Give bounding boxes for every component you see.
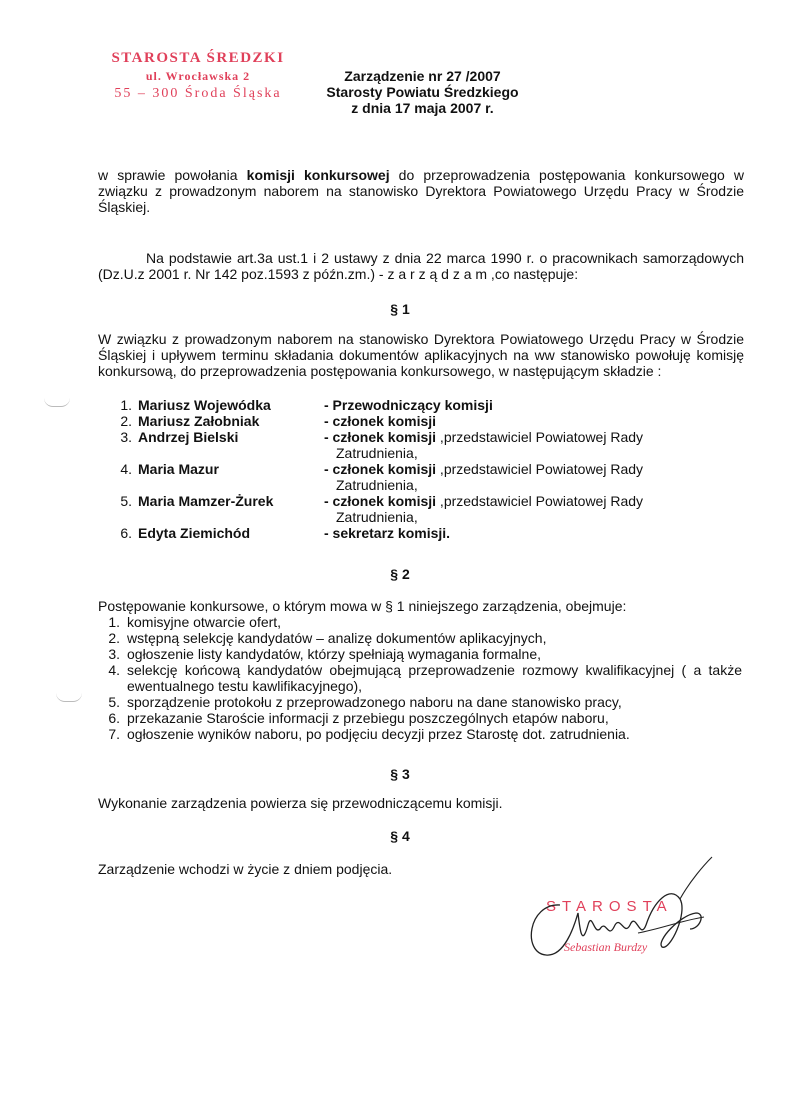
member-row: [108, 525, 643, 541]
step-number: 4.: [108, 662, 120, 678]
member-role: [324, 461, 643, 493]
list-item: [100, 662, 742, 694]
member-name: Mariusz Załobniak: [138, 413, 260, 429]
subject-suffix: do przeprowadzenia postępowania konkursowego w związku z prowadzonym naborem na stanowisko Dyrektora Powiatowego Urzędu Pracy w Środzie Śląskiej.: [98, 167, 744, 215]
member-role: [324, 429, 643, 461]
member-role: [324, 493, 643, 525]
step-number: 3.: [108, 646, 120, 662]
signature-block: [520, 855, 720, 965]
procedure-steps: [100, 614, 742, 742]
member-row: [108, 429, 643, 461]
section-4-text: Zarządzenie wchodzi w życie z dniem podjęcia.: [98, 861, 393, 877]
step-text: przekazanie Staroście informacji z przebiegu poszczególnych etapów naboru,: [127, 710, 609, 726]
legal-basis-paragraph: Na podstawie art.3a ust.1 i 2 ustawy z dnia 22 marca 1990 r. o pracownikach samorządowych (Dz.U.z 2001 r. Nr 142 poz.1593 z późn.zm.) - z a r z ą d z a m ,co następuje:: [98, 250, 744, 282]
list-item: [100, 614, 742, 630]
member-role: [324, 525, 643, 541]
step-text: wstępną selekcję kandydatów – analizę dokumentów aplikacyjnych,: [127, 630, 547, 646]
member-name: Mariusz Wojewódka: [138, 397, 271, 413]
step-text: ogłoszenie listy kandydatów, którzy spełniają wymagania formalne,: [127, 646, 541, 662]
stamp-street: ul. Wrocławska 2: [145, 69, 251, 83]
step-number: 6.: [108, 710, 120, 726]
section-1-heading: § 1: [390, 301, 410, 317]
list-item: [100, 630, 742, 646]
member-role-detail: ,przedstawiciel Powiatowej Rady: [436, 461, 644, 477]
steps-list: [100, 614, 742, 742]
member-number: 4.: [120, 461, 132, 477]
step-text: sporządzenie protokołu z przeprowadzonego naboru na dane stanowisko pracy,: [127, 694, 622, 710]
member-row: [108, 397, 643, 413]
member-row: [108, 413, 643, 429]
members-table: [108, 397, 643, 541]
member-role-detail-cont: Zatrudnienia,: [336, 509, 418, 525]
member-role-detail: ,przedstawiciel Powiatowej Rady: [436, 493, 644, 509]
subject-prefix: w sprawie powołania: [98, 167, 247, 183]
issuer-stamp: [98, 50, 298, 102]
issuing-authority: Starosty Powiatu Średzkiego: [326, 84, 519, 100]
member-role-title: - sekretarz komisji.: [324, 525, 451, 541]
member-role-title: - Przewodniczący komisji: [324, 397, 493, 413]
subject-paragraph: [98, 167, 744, 215]
signature-stamp-title: STAROSTA: [546, 898, 673, 915]
member-role-title: - członek komisji: [324, 461, 437, 477]
member-role: [324, 413, 643, 429]
signature-stamp-name: Sebastian Burdzy: [564, 940, 648, 954]
list-item: [100, 710, 742, 726]
member-number: 5.: [120, 493, 132, 509]
document-header: [300, 68, 545, 116]
section-2-intro: Postępowanie konkursowe, o którym mowa w § 1 niniejszego zarządzenia, obejmuje:: [98, 598, 627, 614]
step-number: 7.: [108, 726, 120, 742]
member-role-detail-cont: Zatrudnienia,: [336, 477, 418, 493]
member-role-detail: ,przedstawiciel Powiatowej Rady: [436, 429, 644, 445]
subject-bold: komisji konkursowej: [246, 167, 390, 183]
section-2-heading: § 2: [390, 566, 410, 582]
step-text: selekcję końcową kandydatów obejmującą przeprowadzenie rozmowy kwalifikacyjnej ( a także ewentualnego testu kawlifikacyjnego),: [127, 662, 742, 694]
section-3-text: Wykonanie zarządzenia powierza się przewodniczącemu komisji.: [98, 795, 503, 811]
step-number: 5.: [108, 694, 120, 710]
member-role: [324, 397, 643, 413]
order-date: z dnia 17 maja 2007 r.: [351, 100, 494, 116]
member-row: [108, 461, 643, 493]
step-text: komisyjne otwarcie ofert,: [127, 614, 282, 630]
member-name: Maria Mazur: [138, 461, 219, 477]
member-number: 3.: [120, 429, 132, 445]
member-row: [108, 493, 643, 525]
scan-artifact: [44, 398, 70, 407]
member-role-title: - członek komisji: [324, 493, 437, 509]
member-number: 6.: [120, 525, 132, 541]
step-number: 1.: [108, 614, 120, 630]
member-role-title: - członek komisji: [324, 413, 437, 429]
member-name: Maria Mamzer-Żurek: [138, 493, 274, 509]
handwritten-signature: [520, 855, 720, 965]
member-role-detail-cont: Zatrudnienia,: [336, 445, 418, 461]
list-item: [100, 726, 742, 742]
list-item: [100, 646, 742, 662]
member-number: 1.: [120, 397, 132, 413]
section-4-heading: § 4: [390, 828, 410, 844]
step-text: ogłoszenie wyników naboru, po podjęciu decyzji przez Starostę dot. zatrudnienia.: [127, 726, 630, 742]
order-number: Zarządzenie nr 27 /2007: [344, 68, 501, 84]
member-number: 2.: [120, 413, 132, 429]
member-role-title: - członek komisji: [324, 429, 437, 445]
member-name: Edyta Ziemichód: [138, 525, 251, 541]
section-1-intro: W związku z prowadzonym naborem na stanowisko Dyrektora Powiatowego Urzędu Pracy w Środzie Śląskiej i upływem terminu składania dokumentów aplikacyjnych na ww stanowisko powołuję komisję konkursową, do przeprowadzenia postępowania konkursowego, w następującym składzie :: [98, 331, 744, 379]
commission-members: [108, 397, 748, 541]
member-name: Andrzej Bielski: [138, 429, 239, 445]
section-3-heading: § 3: [390, 766, 410, 782]
list-item: [100, 694, 742, 710]
scan-artifact: [56, 693, 82, 702]
step-number: 2.: [108, 630, 120, 646]
stamp-city: 55 – 300 Środa Śląska: [114, 86, 282, 101]
stamp-title: STAROSTA ŚREDZKI: [111, 50, 285, 66]
